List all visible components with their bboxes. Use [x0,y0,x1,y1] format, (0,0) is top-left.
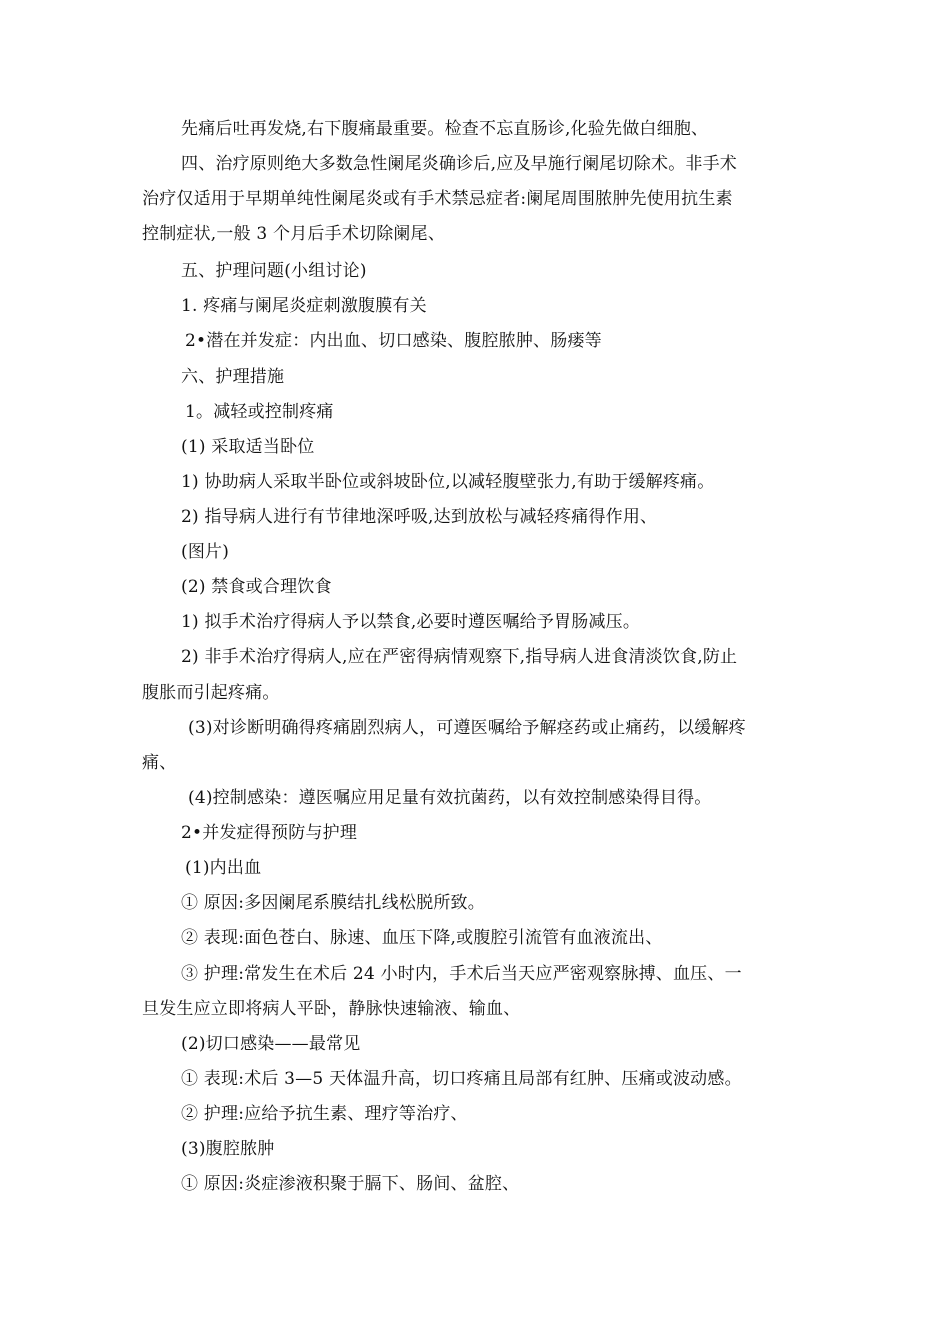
text-line: (1)内出血 [185,858,262,878]
text-line: (4)控制感染：遵医嘱应用足量有效抗菌药，以有效控制感染得目得。 [188,788,712,808]
text-line: ② 护理:应给予抗生素、理疗等治疗、 [181,1104,468,1124]
text-line: 旦发生应立即将病人平卧，静脉快速输液、输血、 [142,999,521,1019]
text-line: 四、治疗原则绝大多数急性阑尾炎确诊后,应及早施行阑尾切除术。非手术 [181,154,738,174]
text-line: (1) 采取适当卧位 [181,437,315,457]
text-line: 2•潜在并发症：内出血、切口感染、腹腔脓肿、肠瘘等 [185,331,602,351]
text-line: 1. 疼痛与阑尾炎症刺激腹膜有关 [181,296,427,316]
text-line: 痛、 [142,753,177,773]
text-line: ③ 护理:常发生在术后 24 小时内，手术后当天应严密观察脉搏、血压、一 [181,964,742,984]
text-line: 治疗仅适用于早期单纯性阑尾炎或有手术禁忌症者:阑尾周围脓肿先使用抗生素 [142,189,733,209]
text-line: 2) 非手术治疗得病人,应在严密得病情观察下,指导病人进食清淡饮食,防止 [181,647,738,667]
text-line: (3)对诊断明确得疼痛剧烈病人，可遵医嘱给予解痉药或止痛药，以缓解疼 [188,718,746,738]
section-heading: 2•并发症得预防与护理 [181,823,358,843]
text-line: 1) 拟手术治疗得病人予以禁食,必要时遵医嘱给予胃肠减压。 [181,612,641,632]
text-line: (3)腹腔脓肿 [181,1139,275,1159]
text-line: ① 原因:多因阑尾系膜结扎线松脱所致。 [181,893,485,913]
text-line: (2)切口感染——最常见 [181,1034,361,1054]
text-line: 先痛后吐再发烧,右下腹痛最重要。检查不忘直肠诊,化验先做白细胞、 [181,119,709,139]
text-line: ① 原因:炎症渗液积聚于膈下、肠间、盆腔、 [181,1174,520,1194]
text-line: 控制症状,一般 3 个月后手术切除阑尾、 [142,224,446,244]
text-line: 1。减轻或控制疼痛 [185,402,334,422]
text-line: 2) 指导病人进行有节律地深呼吸,达到放松与减轻疼痛得作用、 [181,507,658,527]
section-heading: 六、护理措施 [181,367,285,387]
text-line: 腹胀而引起疼痛。 [142,683,280,703]
text-line: (2) 禁食或合理饮食 [181,577,332,597]
section-heading: 五、护理问题(小组讨论) [181,261,367,281]
text-line: ② 表现:面色苍白、脉速、血压下降,或腹腔引流管有血液流出、 [181,928,663,948]
text-line: 1) 协助病人采取半卧位或斜坡卧位,以减轻腹壁张力,有助于缓解疼痛。 [181,472,715,492]
text-line: ① 表现:术后 3—5 天体温升高，切口疼痛且局部有红肿、压痛或波动感。 [181,1069,742,1089]
image-placeholder-text: (图片) [181,542,230,562]
